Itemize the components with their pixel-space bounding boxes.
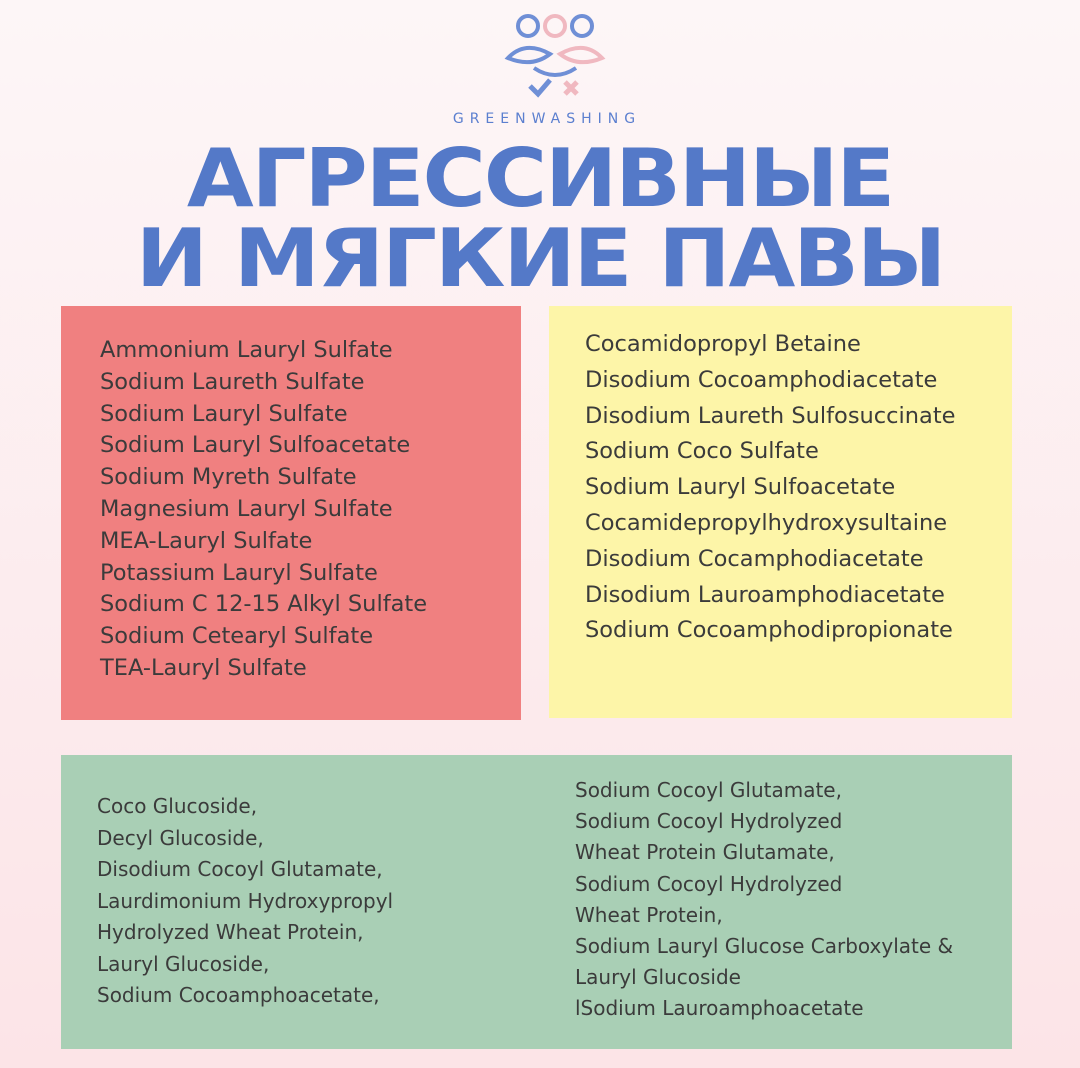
list-item: Sodium Laureth Sulfate: [100, 368, 365, 395]
list-item: Coco Glucoside,: [97, 794, 258, 818]
page-title-line-1: АГРЕССИВНЫЕ: [186, 132, 894, 225]
list-item: Sodium Lauryl Sulfoacetate: [100, 432, 411, 459]
list-item: Lauryl Glucoside: [575, 965, 741, 990]
list-item: Disodium Cocoamphodiacetate: [585, 366, 938, 393]
list-item: Sodium Lauryl Sulfate: [100, 400, 348, 427]
list-item: Disodium Lauroamphodiacetate: [585, 581, 945, 608]
list-item: Ammonium Lauryl Sulfate: [100, 337, 393, 363]
list-item: Sodium Lauryl Glucose Carboxylate &: [575, 934, 954, 959]
list-item: Sodium Cocoyl Glutamate,: [575, 778, 842, 802]
list-item: Sodium Cetearyl Sulfate: [100, 623, 374, 650]
list-item: Sodium Myreth Sulfate: [100, 464, 357, 491]
list-item: Disodium Cocamphodiacetate: [585, 545, 924, 572]
list-item: Disodium Cocoyl Glutamate,: [97, 857, 383, 881]
list-item: MEA-Lauryl Sulfate: [100, 527, 313, 554]
list-item: lSodium Lauroamphoacetate: [575, 996, 864, 1021]
list-item: Sodium Coco Sulfate: [585, 438, 819, 465]
list-item: Hydrolyzed Wheat Protein,: [97, 920, 364, 944]
list-item: TEA-Lauryl Sulfate: [100, 654, 307, 681]
list-item: Sodium C 12-15 Alkyl Sulfate: [100, 591, 428, 618]
list-item: Sodium Cocoyl Hydrolyzed: [575, 809, 843, 834]
moderate-surfactants-list: [585, 327, 956, 649]
list-item: Potassium Lauryl Sulfate: [100, 559, 378, 586]
list-item: Sodium Cocoamphoacetate,: [97, 983, 380, 1007]
list-item: Lauryl Glucoside,: [97, 951, 270, 976]
list-item: Sodium Cocoamphodipropionate: [585, 617, 953, 644]
list-item: Wheat Protein Glutamate,: [575, 840, 835, 865]
list-item: Sodium Lauryl Sulfoacetate: [585, 474, 896, 501]
list-item: Cocamidepropylhydroxysultaine: [585, 509, 948, 536]
list-item: Laurdimonium Hydroxypropyl: [97, 888, 394, 913]
page-title-line-2: И МЯГКИЕ ПАВЫ: [135, 212, 945, 305]
brand-name: GREENWASHING: [452, 111, 642, 127]
greenwashing-logo-icon: [500, 8, 610, 108]
list-item: Cocamidopropyl Betaine: [585, 331, 861, 357]
aggressive-surfactants-list: [100, 335, 427, 685]
list-item: Decyl Glucoside,: [97, 825, 264, 850]
list-item: Disodium Laureth Sulfosuccinate: [585, 402, 956, 429]
list-item: Sodium Cocoyl Hydrolyzed: [575, 871, 843, 896]
list-item: Magnesium Lauryl Sulfate: [100, 495, 393, 522]
mild-surfactants-list-left: [97, 791, 393, 1012]
mild-surfactants-list-right: [575, 775, 953, 1025]
list-item: Wheat Protein,: [575, 902, 723, 927]
